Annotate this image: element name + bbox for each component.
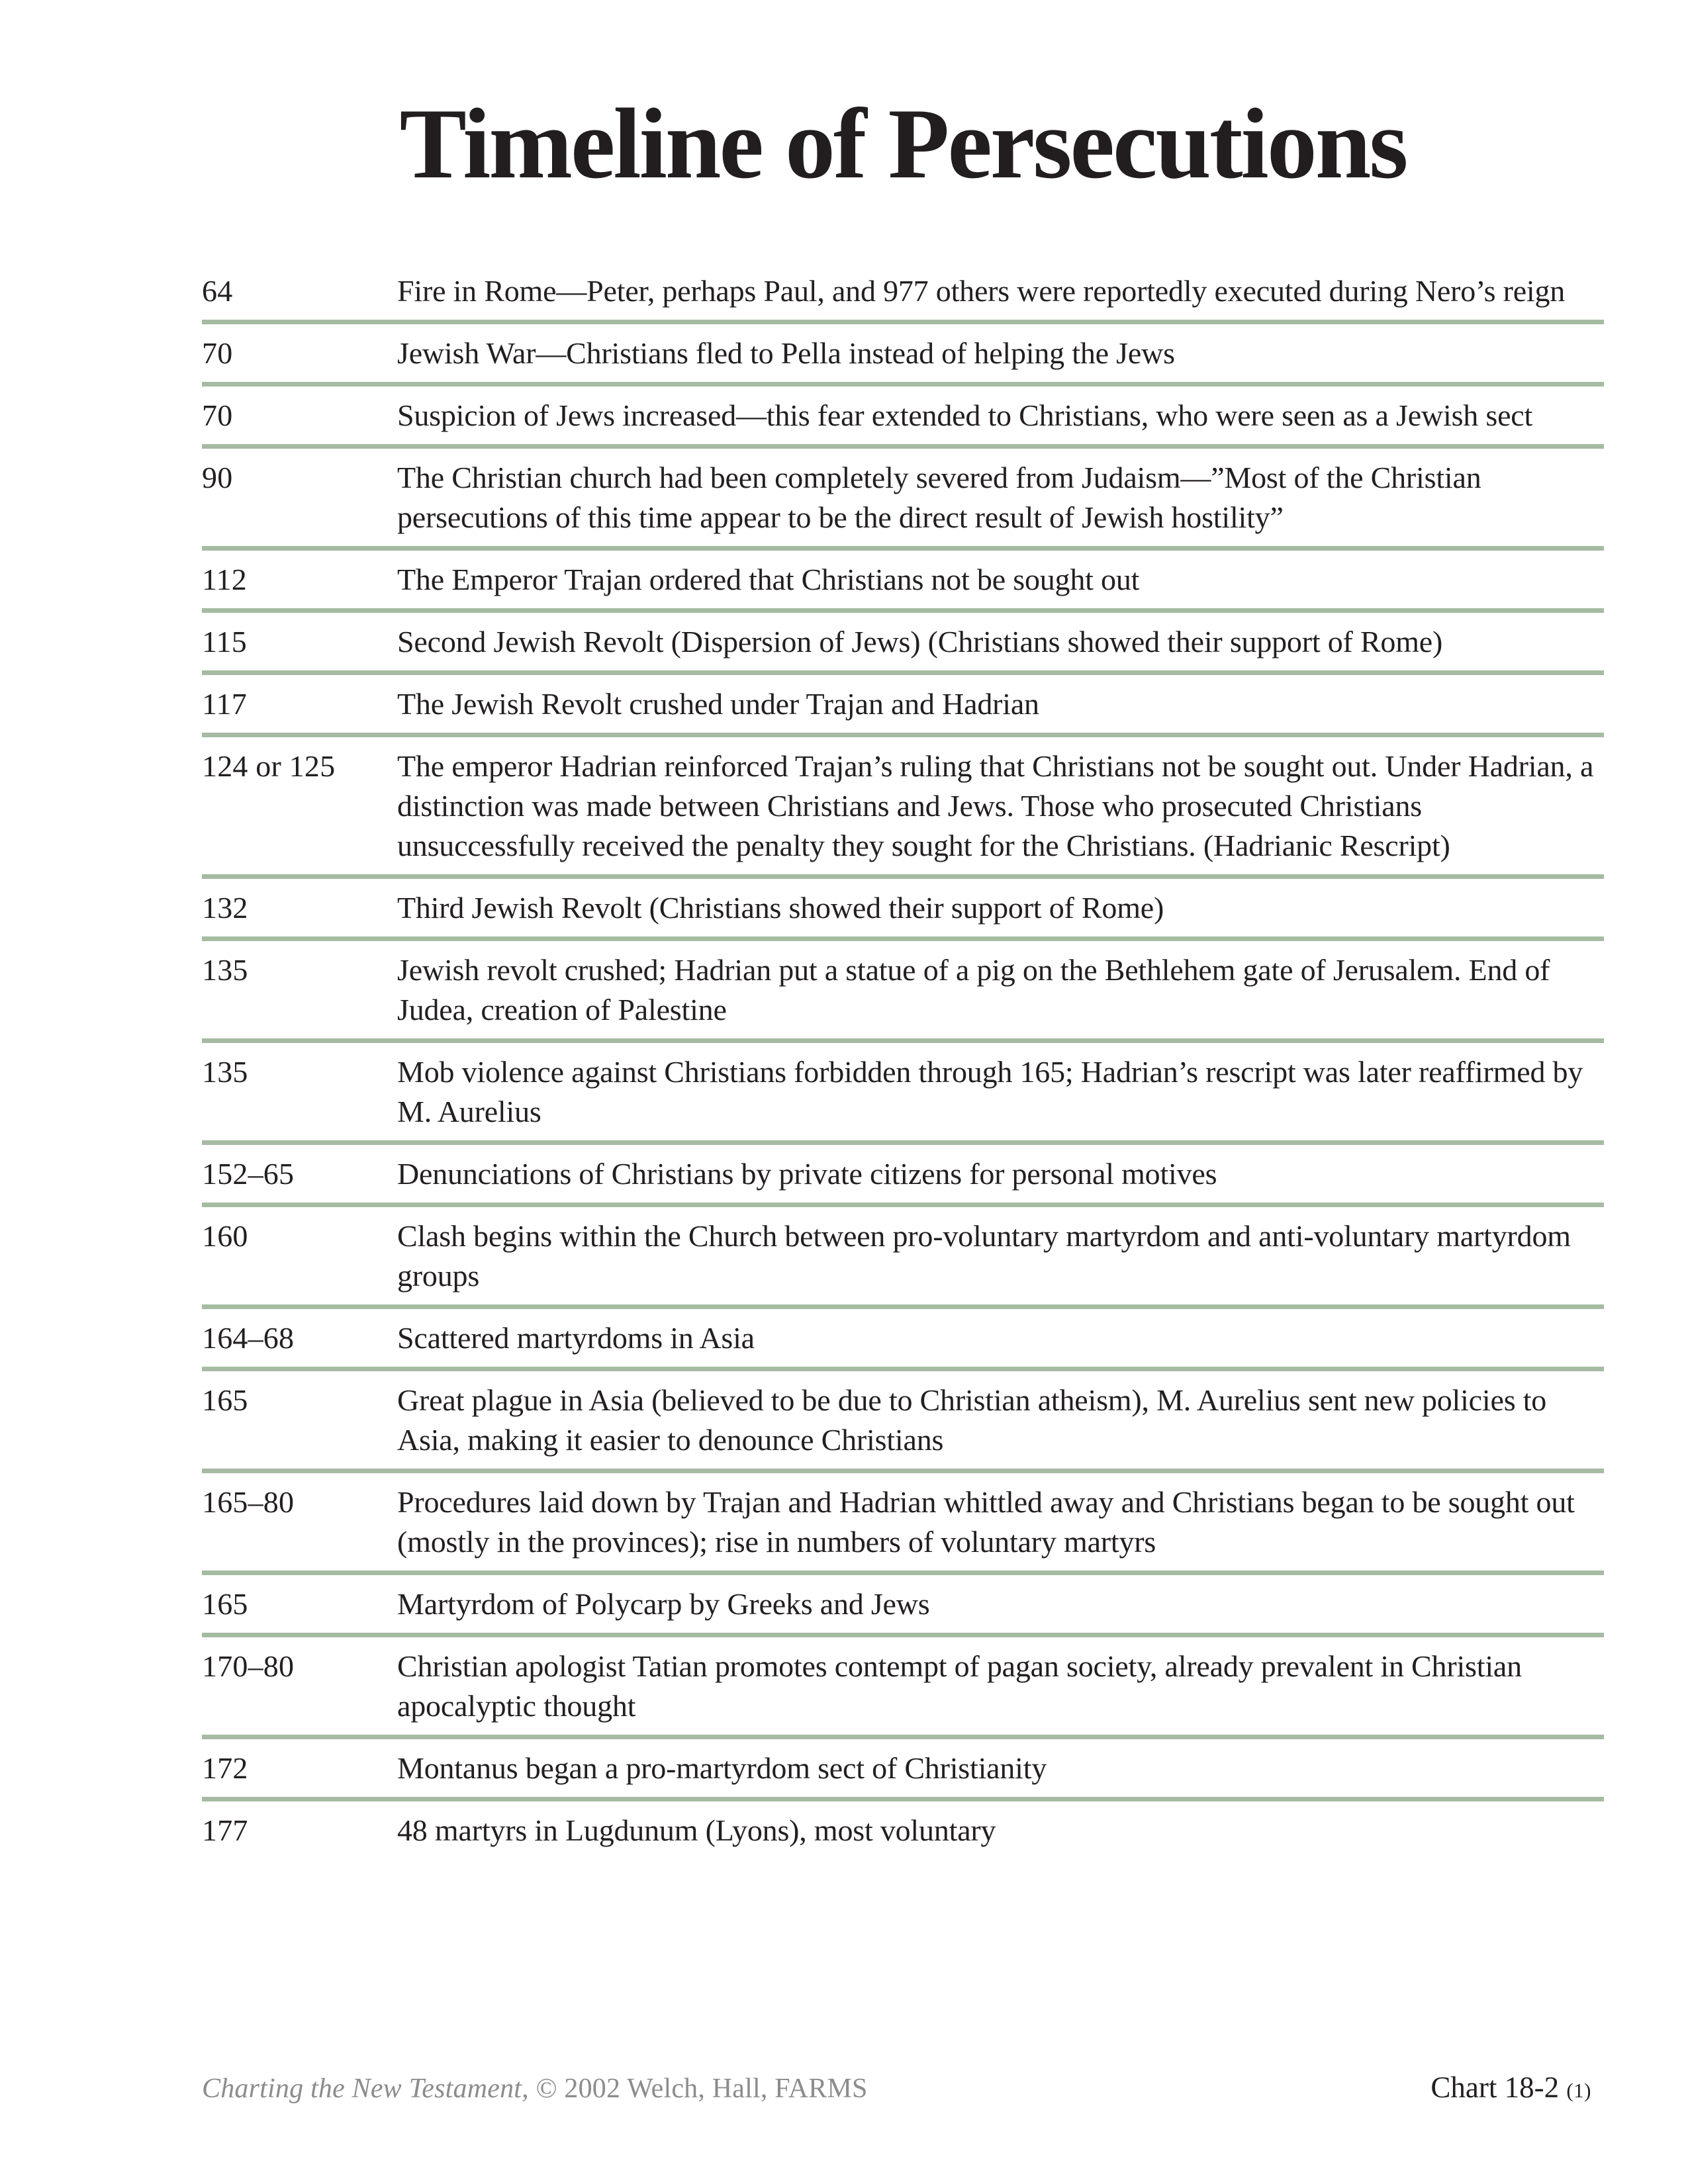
timeline-event: Suspicion of Jews increased—this fear extended to Christians, who were seen as a Jewish sect — [397, 398, 1533, 432]
timeline-year: 90 — [202, 460, 233, 494]
timeline-year: 152–65 — [202, 1156, 295, 1191]
timeline-row — [202, 1145, 1604, 1207]
timeline-year: 172 — [202, 1751, 248, 1785]
timeline-row — [202, 613, 1604, 675]
timeline-year: 132 — [202, 890, 248, 925]
timeline-row — [202, 675, 1604, 737]
page-footer — [202, 2070, 1603, 2105]
timeline-row — [202, 1637, 1604, 1739]
timeline-event: Procedures laid down by Trajan and Hadrian whittled away and Christians began to be sought out (mostly in the provinces); rise in numbers of voluntary martyrs — [397, 1484, 1575, 1559]
timeline-year: 124 or 125 — [202, 749, 336, 783]
timeline-event: Clash begins within the Church between pro-voluntary martyrdom and anti-voluntary martyrdom groups — [397, 1218, 1571, 1293]
page-title: Timeline of Persecutions — [399, 88, 1407, 199]
timeline-row — [202, 941, 1604, 1043]
timeline-row — [202, 1575, 1604, 1637]
timeline-event: Jewish revolt crushed; Hadrian put a statue of a pig on the Bethlehem gate of Jerusalem. End of Judea, creation of Palestine — [397, 952, 1550, 1026]
chart-page-note: (1) — [1566, 2079, 1591, 2102]
timeline-row — [202, 262, 1604, 324]
timeline-event: The emperor Hadrian reinforced Trajan’s ruling that Christians not be sought out. Under Hadrian, a distinction was made between Christians and Jews. Those who prosecuted Christians unsuccessfully received the penalty they sought for the Christians. (Hadrianic Rescript) — [397, 749, 1594, 862]
timeline-row — [202, 737, 1604, 879]
timeline-year: 115 — [202, 624, 247, 659]
timeline-year: 70 — [202, 336, 233, 370]
footer-source-title: Charting the New Testament, — [202, 2073, 529, 2104]
timeline-row — [202, 1371, 1604, 1473]
timeline-year: 164–68 — [202, 1320, 295, 1355]
footer-source-credits: © 2002 Welch, Hall, FARMS — [528, 2073, 868, 2104]
timeline-row — [202, 1473, 1604, 1575]
timeline-row — [202, 879, 1604, 941]
timeline-event: The Emperor Trajan ordered that Christians not be sought out — [397, 562, 1140, 596]
timeline-year: 165–80 — [202, 1484, 295, 1519]
timeline-year: 70 — [202, 398, 233, 432]
timeline-event: Christian apologist Tatian promotes contempt of pagan society, already prevalent in Christian apocalyptic thought — [397, 1649, 1522, 1723]
timeline-table — [202, 262, 1604, 1859]
timeline-row — [202, 324, 1604, 387]
timeline-row — [202, 1043, 1604, 1145]
timeline-year: 135 — [202, 952, 248, 987]
timeline-row — [202, 1207, 1604, 1309]
timeline-event: The Christian church had been completely severed from Judaism—”Most of the Christian persecutions of this time appear to be the direct result of Jewish hostility” — [397, 460, 1481, 534]
timeline-event: Mob violence against Christians forbidden through 165; Hadrian’s rescript was later reaffirmed by M. Aurelius — [397, 1054, 1583, 1128]
timeline-year: 165 — [202, 1383, 248, 1417]
timeline-row — [202, 449, 1604, 551]
timeline-event: Martyrdom of Polycarp by Greeks and Jews — [397, 1586, 930, 1621]
timeline-year: 165 — [202, 1586, 248, 1621]
timeline-year: 177 — [202, 1813, 248, 1847]
timeline-event: Scattered martyrdoms in Asia — [397, 1320, 755, 1355]
timeline-year: 170–80 — [202, 1649, 295, 1683]
timeline-row — [202, 387, 1604, 449]
timeline-year: 117 — [202, 686, 247, 721]
timeline-event: Fire in Rome—Peter, perhaps Paul, and 977 others were reportedly executed during Nero’s reign — [397, 273, 1566, 308]
timeline-year: 112 — [202, 562, 247, 596]
timeline-row — [202, 1309, 1604, 1371]
timeline-event: Third Jewish Revolt (Christians showed their support of Rome) — [397, 890, 1164, 925]
timeline-event: Jewish War—Christians fled to Pella instead of helping the Jews — [397, 336, 1175, 370]
timeline-event: 48 martyrs in Lugdunum (Lyons), most voluntary — [397, 1813, 996, 1847]
timeline-year: 135 — [202, 1054, 248, 1089]
timeline-event: The Jewish Revolt crushed under Trajan and Hadrian — [397, 686, 1039, 721]
timeline-row — [202, 551, 1604, 613]
timeline-event: Denunciations of Christians by private citizens for personal motives — [397, 1156, 1217, 1191]
timeline-event: Montanus began a pro-martyrdom sect of Christianity — [397, 1751, 1047, 1785]
footer-source — [202, 2073, 868, 2105]
timeline-row — [202, 1801, 1604, 1859]
timeline-year: 64 — [202, 273, 233, 308]
chart-label: Chart 18-2 — [1430, 2071, 1560, 2104]
page-content — [202, 0, 1604, 1859]
footer-chart-number — [1430, 2070, 1603, 2105]
timeline-year: 160 — [202, 1218, 248, 1253]
timeline-event: Great plague in Asia (believed to be due to Christian atheism), M. Aurelius sent new policies to Asia, making it easier to denounce Christians — [397, 1383, 1547, 1457]
timeline-row — [202, 1739, 1604, 1801]
timeline-event: Second Jewish Revolt (Dispersion of Jews) (Christians showed their support of Rome) — [397, 624, 1443, 659]
